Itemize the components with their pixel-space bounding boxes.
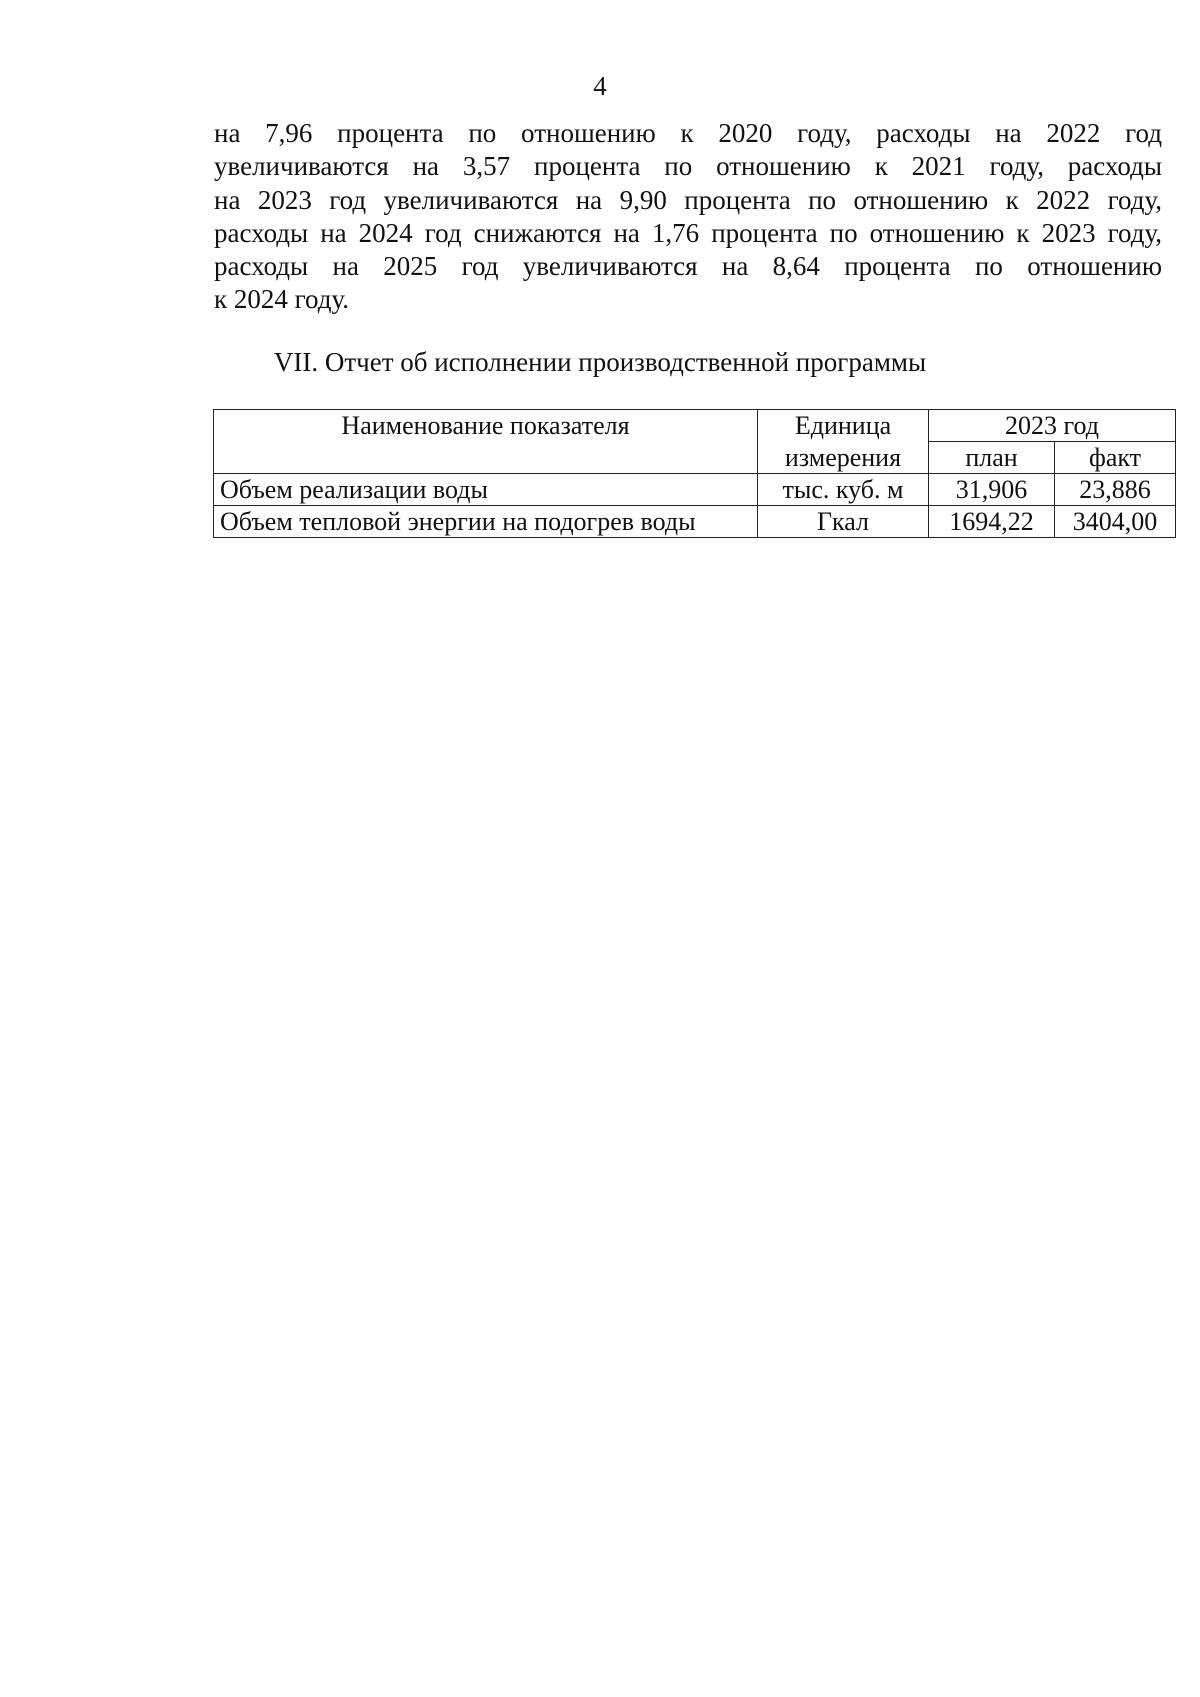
paragraph-line: расходы на 2025 год увеличиваются на 8,64 процента по отношению [214, 251, 1162, 282]
production-program-table [213, 409, 1176, 538]
paragraph-line: на 7,96 процента по отношению к 2020 году, расходы на 2022 год [214, 118, 1162, 148]
paragraph-line: увеличиваются на 3,57 процента по отношению к 2021 году, расходы [214, 151, 1162, 182]
table-row [214, 474, 1176, 506]
header-year: 2023 год [929, 410, 1176, 442]
page-number: 4 [593, 71, 607, 101]
header-fact: факт [1055, 442, 1176, 474]
header-unit-line1: Единица [758, 410, 929, 442]
row-unit: тыс. куб. м [758, 474, 929, 506]
section-heading: VII. Отчет об исполнении производственной программы [273, 347, 927, 377]
paragraph-line: расходы на 2024 год снижаются на 1,76 процента по отношению к 2023 году, [214, 217, 1162, 248]
row-indicator-name: Объем тепловой энергии на подогрев воды [214, 506, 758, 538]
paragraph-line: к 2024 году. [214, 284, 350, 315]
header-indicator-name: Наименование показателя [214, 410, 758, 474]
header-plan: план [929, 442, 1055, 474]
row-indicator-name: Объем реализации воды [214, 474, 758, 506]
row-plan-value: 1694,22 [929, 506, 1055, 538]
table-header-row [214, 410, 1176, 442]
header-unit-line2: измерения [758, 442, 929, 474]
row-fact-value: 3404,00 [1055, 506, 1176, 538]
row-fact-value: 23,886 [1055, 474, 1176, 506]
row-plan-value: 31,906 [929, 474, 1055, 506]
paragraph-line: на 2023 год увеличиваются на 9,90 процента по отношению к 2022 году, [214, 184, 1162, 215]
table-row [214, 506, 1176, 538]
body-paragraph [214, 117, 1162, 317]
row-unit: Гкал [758, 506, 929, 538]
